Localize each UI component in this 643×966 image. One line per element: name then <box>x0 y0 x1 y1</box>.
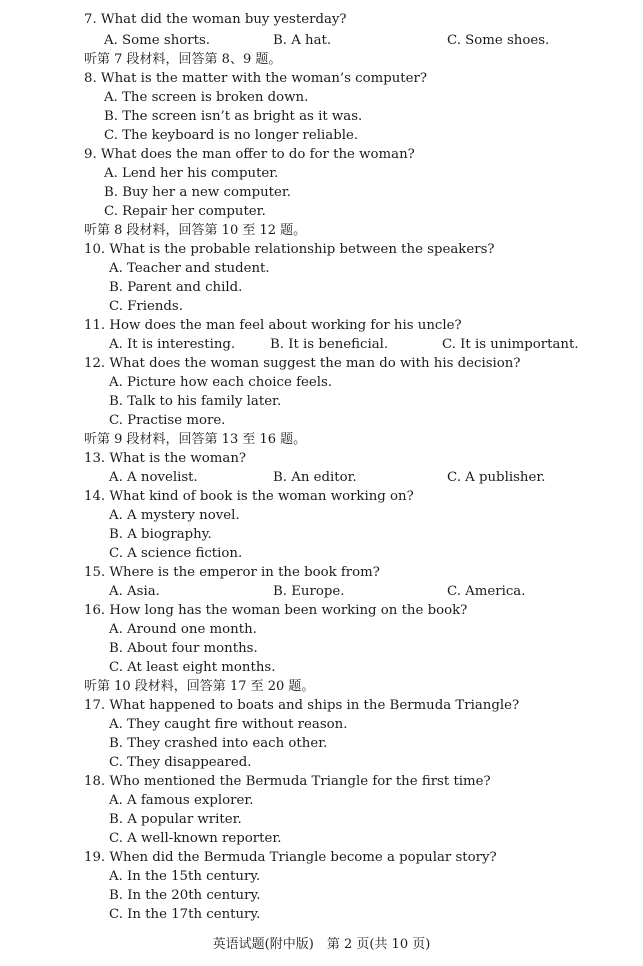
question-15-option-a: A. Asia. <box>109 584 160 599</box>
question-13-option-c: C. A publisher. <box>447 470 546 485</box>
section-7-instruction: 听第 7 段材料，回答第 8、9 题。 <box>84 52 282 67</box>
question-11-stem: 11. How does the man feel about working for his uncle? <box>84 318 462 333</box>
question-8-option-c: C. The keyboard is no longer reliable. <box>104 128 359 143</box>
question-8-option-a: A. The screen is broken down. <box>104 90 309 105</box>
section-10-instruction: 听第 10 段材料，回答第 17 至 20 题。 <box>84 679 315 694</box>
question-13-option-a: A. A novelist. <box>109 470 198 485</box>
question-7-stem: 7. What did the woman buy yesterday? <box>84 12 347 27</box>
question-10-stem: 10. What is the probable relationship between the speakers? <box>84 242 495 257</box>
question-12-option-b: B. Talk to his family later. <box>109 394 282 409</box>
question-14-option-c: C. A science fiction. <box>109 546 243 561</box>
question-16-option-c: C. At least eight months. <box>109 660 276 675</box>
question-15-stem: 15. Where is the emperor in the book from? <box>84 565 380 580</box>
question-14-option-b: B. A biography. <box>109 527 212 542</box>
question-16-option-b: B. About four months. <box>109 641 258 656</box>
question-7-option-a: A. Some shorts. <box>104 33 211 48</box>
question-11-option-b: B. It is beneficial. <box>270 337 389 352</box>
question-17-option-b: B. They crashed into each other. <box>109 736 328 751</box>
question-19-option-c: C. In the 17th century. <box>109 907 261 922</box>
question-15-option-c: C. America. <box>447 584 526 599</box>
question-10-option-b: B. Parent and child. <box>109 280 243 295</box>
question-10-option-a: A. Teacher and student. <box>109 261 270 276</box>
question-7-option-c: C. Some shoes. <box>447 33 550 48</box>
section-9-instruction: 听第 9 段材料，回答第 13 至 16 题。 <box>84 432 307 447</box>
question-14-stem: 14. What kind of book is the woman working on? <box>84 489 414 504</box>
question-16-option-a: A. Around one month. <box>109 622 257 637</box>
question-10-option-c: C. Friends. <box>109 299 183 314</box>
question-11-option-c: C. It is unimportant. <box>442 337 579 352</box>
question-7-option-b: B. A hat. <box>273 33 332 48</box>
question-15-option-b: B. Europe. <box>273 584 345 599</box>
question-17-stem: 17. What happened to boats and ships in the Bermuda Triangle? <box>84 698 520 713</box>
question-18-option-b: B. A popular writer. <box>109 812 242 827</box>
question-9-option-a: A. Lend her his computer. <box>104 166 279 181</box>
question-11-option-a: A. It is interesting. <box>109 337 236 352</box>
question-17-option-a: A. They caught fire without reason. <box>109 717 348 732</box>
section-8-instruction: 听第 8 段材料，回答第 10 至 12 题。 <box>84 223 307 238</box>
question-9-option-b: B. Buy her a new computer. <box>104 185 291 200</box>
question-12-stem: 12. What does the woman suggest the man do with his decision? <box>84 356 521 371</box>
question-19-option-b: B. In the 20th century. <box>109 888 261 903</box>
question-8-stem: 8. What is the matter with the woman’s computer? <box>84 71 427 86</box>
question-13-option-b: B. An editor. <box>273 470 357 485</box>
question-12-option-a: A. Picture how each choice feels. <box>109 375 333 390</box>
question-18-stem: 18. Who mentioned the Bermuda Triangle for the first time? <box>84 774 491 789</box>
question-18-option-c: C. A well-known reporter. <box>109 831 282 846</box>
question-12-option-c: C. Practise more. <box>109 413 226 428</box>
question-9-stem: 9. What does the man offer to do for the woman? <box>84 147 415 162</box>
question-19-stem: 19. When did the Bermuda Triangle become a popular story? <box>84 850 497 865</box>
question-19-option-a: A. In the 15th century. <box>109 869 261 884</box>
question-17-option-c: C. They disappeared. <box>109 755 252 770</box>
question-14-option-a: A. A mystery novel. <box>109 508 240 523</box>
question-9-option-c: C. Repair her computer. <box>104 204 266 219</box>
page-footer: 英语试题(附中版) 第 2 页(共 10 页) <box>212 937 431 952</box>
question-18-option-a: A. A famous explorer. <box>109 793 254 808</box>
question-8-option-b: B. The screen isn’t as bright as it was. <box>104 109 363 124</box>
question-13-stem: 13. What is the woman? <box>84 451 247 466</box>
question-16-stem: 16. How long has the woman been working on the book? <box>84 603 468 618</box>
